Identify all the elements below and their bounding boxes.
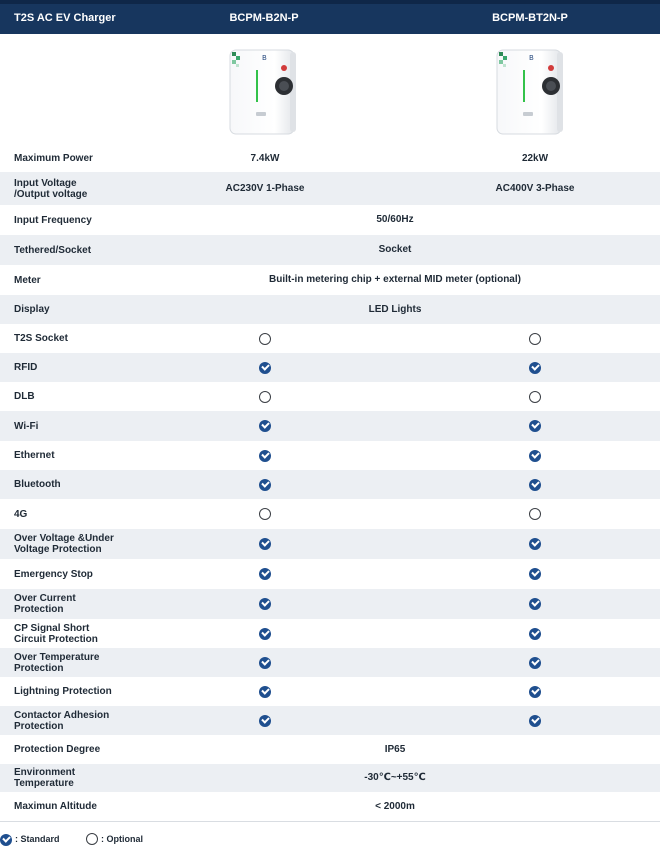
row-label-line: Protection xyxy=(14,604,64,615)
check-circle-icon xyxy=(529,686,541,698)
check-circle-icon xyxy=(259,479,271,491)
circle-outline-icon xyxy=(529,333,541,345)
model-2-cell xyxy=(455,715,615,727)
table-row xyxy=(0,589,660,619)
row-label: Tethered/Socket xyxy=(14,244,92,256)
row-label: Maximum Power xyxy=(14,153,93,164)
model-2-cell xyxy=(455,391,615,403)
model-1-cell xyxy=(185,391,345,403)
check-circle-icon xyxy=(529,628,541,640)
table-row xyxy=(0,499,660,529)
bottom-divider xyxy=(0,821,660,822)
model-1-cell xyxy=(185,628,345,640)
model-2-cell xyxy=(455,508,615,520)
product-image-row xyxy=(0,34,660,145)
table-row xyxy=(0,706,660,735)
row-label-line: Circuit Protection xyxy=(14,633,98,645)
charger-image-1 xyxy=(226,46,302,138)
header-top-line xyxy=(0,0,660,4)
row-label xyxy=(14,623,98,645)
table-row xyxy=(0,470,660,499)
check-circle-icon xyxy=(529,598,541,610)
model-2-cell xyxy=(455,362,615,374)
check-circle-icon xyxy=(529,568,541,580)
table-row xyxy=(0,792,660,821)
check-circle-icon xyxy=(259,657,271,669)
model-1-cell xyxy=(185,333,345,345)
check-circle-icon xyxy=(529,420,541,432)
table-row xyxy=(0,295,660,324)
circle-outline-icon xyxy=(259,333,271,345)
merged-value: Built-in metering chip + external MID meter (optional) xyxy=(269,274,521,285)
check-circle-icon xyxy=(529,362,541,374)
row-label-line: Protection xyxy=(14,720,64,732)
table-row xyxy=(0,235,660,265)
merged-value: Socket xyxy=(378,244,412,255)
legend-standard-label: : Standard xyxy=(15,834,60,844)
row-label xyxy=(14,593,76,615)
row-label: Display xyxy=(14,304,50,315)
table-row xyxy=(0,324,660,353)
header-product-title: T2S AC EV Charger xyxy=(14,12,116,24)
check-circle-icon xyxy=(259,362,271,374)
row-label: Lightning Protection xyxy=(14,686,112,697)
table-row xyxy=(0,353,660,382)
row-label-line: Over Voltage &Under xyxy=(14,533,114,544)
model-2-cell xyxy=(455,628,615,640)
model-1-cell xyxy=(185,686,345,698)
row-label-line: Environment xyxy=(14,767,76,778)
model-1-value: 7.4kW xyxy=(250,152,280,164)
model-2-cell xyxy=(455,538,615,550)
row-label xyxy=(14,710,109,732)
row-label: T2S Socket xyxy=(14,333,68,344)
circle-outline-icon xyxy=(259,508,271,520)
model-1-value: AC230V 1-Phase xyxy=(225,182,305,194)
row-label: Maximun Altitude xyxy=(14,801,97,812)
table-row xyxy=(0,559,660,589)
table-row xyxy=(0,265,660,295)
check-circle-icon xyxy=(529,715,541,727)
check-circle-icon xyxy=(259,715,271,727)
model-1-cell xyxy=(185,598,345,610)
svg-text:B: B xyxy=(262,54,267,62)
model-2-cell xyxy=(455,450,615,462)
check-circle-icon xyxy=(259,686,271,698)
model-2-cell xyxy=(455,598,615,610)
row-label-line: CP Signal Short xyxy=(14,622,90,634)
row-label xyxy=(14,652,99,674)
table-row xyxy=(0,441,660,470)
row-label-line: Protection xyxy=(14,662,64,674)
row-label-line: Voltage Protection xyxy=(14,544,102,555)
model-1-cell xyxy=(185,568,345,580)
model-2-cell xyxy=(455,568,615,580)
check-circle-icon xyxy=(259,568,271,580)
legend-check-circle-icon xyxy=(0,834,12,846)
model-1-cell xyxy=(185,657,345,669)
check-circle-icon xyxy=(529,479,541,491)
row-label: Protection Degree xyxy=(14,744,101,755)
check-circle-icon xyxy=(259,538,271,550)
model-1-cell xyxy=(185,479,345,491)
row-label: Emergency Stop xyxy=(14,568,93,580)
row-label-line: Over Temperature xyxy=(14,651,100,663)
model-2-value: AC400V 3-Phase xyxy=(495,182,575,194)
legend-optional-label: : Optional xyxy=(101,834,143,844)
charger-image-2 xyxy=(493,46,569,138)
circle-outline-icon xyxy=(529,391,541,403)
model-2-cell xyxy=(455,479,615,491)
model-1-cell xyxy=(185,508,345,520)
table-row xyxy=(0,529,660,559)
merged-value: < 2000m xyxy=(375,800,415,812)
model-1-cell xyxy=(185,715,345,727)
check-circle-icon xyxy=(259,420,271,432)
check-circle-icon xyxy=(259,628,271,640)
row-label: Meter xyxy=(14,274,41,286)
table-row xyxy=(0,648,660,677)
table-header xyxy=(0,0,660,34)
table-row xyxy=(0,382,660,411)
check-circle-icon xyxy=(529,538,541,550)
row-label: DLB xyxy=(14,391,35,402)
row-label: Ethernet xyxy=(14,450,55,461)
row-label-line: Input Voltage xyxy=(14,177,77,189)
check-circle-icon xyxy=(529,450,541,462)
merged-value: -30℃~+55℃ xyxy=(364,772,426,783)
check-circle-icon xyxy=(259,450,271,462)
table-row xyxy=(0,764,660,792)
table-row xyxy=(0,677,660,706)
header-model-2: BCPM-BT2N-P xyxy=(492,12,568,24)
header-model-1: BCPM-B2N-P xyxy=(229,12,299,24)
table-row xyxy=(0,172,660,205)
check-circle-icon xyxy=(259,598,271,610)
table-row xyxy=(0,411,660,441)
legend-circle-outline-icon xyxy=(86,833,98,845)
row-label: Input Frequency xyxy=(14,214,92,226)
circle-outline-icon xyxy=(259,391,271,403)
table-row xyxy=(0,205,660,235)
row-label-line: Contactor Adhesion xyxy=(14,709,110,721)
merged-value: IP65 xyxy=(384,743,406,755)
table-row xyxy=(0,735,660,764)
row-label: Bluetooth xyxy=(14,479,61,490)
merged-value: 50/60Hz xyxy=(376,214,414,225)
circle-outline-icon xyxy=(529,508,541,520)
model-1-cell xyxy=(185,420,345,432)
model-1-cell xyxy=(185,538,345,550)
model-2-cell xyxy=(455,420,615,432)
row-label xyxy=(14,533,114,555)
model-2-cell xyxy=(455,686,615,698)
row-label: RFID xyxy=(14,362,38,373)
table-row xyxy=(0,145,660,172)
row-label-line: Temperature xyxy=(14,778,74,789)
model-2-cell xyxy=(455,657,615,669)
model-1-cell xyxy=(185,450,345,462)
model-2-cell xyxy=(455,333,615,345)
merged-value: LED Lights xyxy=(368,303,422,315)
row-label: 4G xyxy=(14,508,28,520)
table-row xyxy=(0,619,660,648)
row-label-line: /Output voltage xyxy=(14,188,88,200)
row-label-line: Over Current xyxy=(14,593,76,604)
svg-text:B: B xyxy=(529,54,534,62)
model-2-value: 22kW xyxy=(521,152,549,164)
check-circle-icon xyxy=(529,657,541,669)
row-label: Wi-Fi xyxy=(14,420,39,432)
model-1-cell xyxy=(185,362,345,374)
row-label xyxy=(14,767,75,789)
row-label xyxy=(14,178,87,200)
